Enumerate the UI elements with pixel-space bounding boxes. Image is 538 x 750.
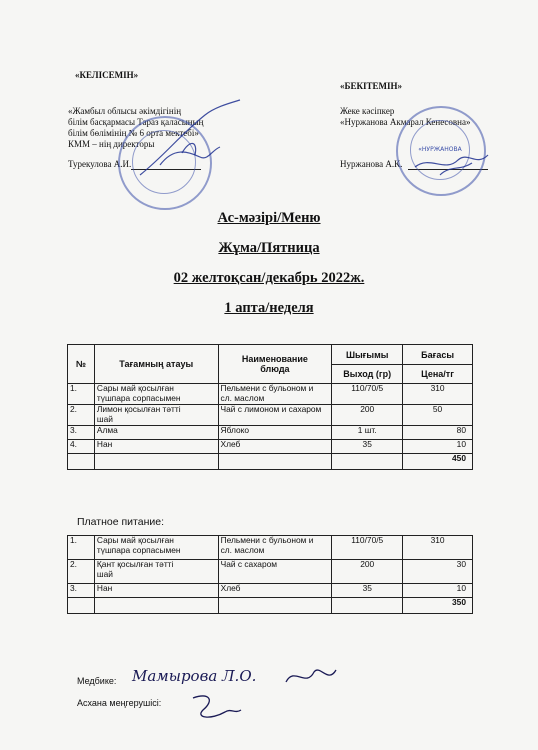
left-signature bbox=[120, 95, 250, 195]
row-name-kz: Алма bbox=[94, 426, 218, 440]
row-num: 4. bbox=[68, 440, 95, 454]
header-price-ru: Цена/тг bbox=[403, 365, 473, 384]
row-name-kz bbox=[94, 384, 218, 405]
row-name-kz: Нан bbox=[94, 440, 218, 454]
right-org-line-1: Жеке кәсіпкер bbox=[340, 106, 395, 116]
nurse-signature: Мамырова Л.О. bbox=[132, 667, 257, 685]
left-org-line-4: КММ – нің директоры bbox=[68, 139, 155, 149]
table2-total: 350 bbox=[403, 598, 473, 614]
row-price: 310 bbox=[403, 384, 473, 405]
row-yield: 110/70/5 bbox=[332, 384, 403, 405]
row-name-ru: Хлеб bbox=[218, 440, 332, 454]
total-row bbox=[68, 454, 473, 470]
paid-menu-table bbox=[67, 535, 473, 614]
table-row bbox=[68, 584, 473, 598]
row-price: 50 bbox=[403, 405, 473, 426]
total-row bbox=[68, 598, 473, 614]
row-name-kz-line-2: шай bbox=[96, 413, 113, 424]
table-row bbox=[68, 384, 473, 405]
left-org-line-2: білім басқармасы Тараз қаласының bbox=[68, 117, 204, 127]
row-name-ru-line-1: Пельмени с бульоном и bbox=[220, 383, 314, 393]
table-row bbox=[68, 536, 473, 560]
table-row bbox=[68, 440, 473, 454]
day-title: Жұма/Пятница bbox=[218, 240, 320, 256]
row-num: 1. bbox=[68, 384, 95, 405]
row-name-kz-line-2: түшпара сорпасымен bbox=[96, 392, 181, 403]
right-stamp-text: «НУРЖАНОВА bbox=[418, 146, 462, 153]
row-yield: 200 bbox=[332, 405, 403, 426]
header-yield-kz: Шығымы bbox=[332, 345, 403, 365]
row-name-kz-line-1: Қант қосылған тәтті bbox=[96, 559, 174, 569]
row-price: 80 bbox=[403, 426, 473, 440]
right-signature bbox=[410, 145, 500, 185]
menu-title: Ас-мәзірі/Меню bbox=[217, 210, 321, 226]
table-row bbox=[68, 560, 473, 584]
right-org-line-2: «Нуржанова Акмарал Кенесовна» bbox=[340, 117, 471, 127]
row-price: 10 bbox=[403, 584, 473, 598]
row-num: 3. bbox=[68, 584, 95, 598]
table-row bbox=[68, 426, 473, 440]
right-signer: Нуржанова А.К. bbox=[340, 159, 403, 169]
row-name-kz bbox=[94, 536, 218, 560]
right-heading: «БЕКІТЕМІН» bbox=[340, 81, 402, 91]
header-num: № bbox=[68, 345, 95, 384]
row-num: 3. bbox=[68, 426, 95, 440]
cook-signature bbox=[185, 690, 245, 724]
left-heading: «КЕЛІСЕМІН» bbox=[75, 70, 139, 80]
table-row bbox=[68, 405, 473, 426]
row-price: 30 bbox=[403, 560, 473, 584]
row-name-kz-line-1: Сары май қосылған bbox=[96, 535, 174, 545]
row-name-kz-line-2: шай bbox=[96, 568, 113, 579]
row-name-ru-line-1: Пельмени с бульоном и bbox=[220, 535, 314, 545]
row-price: 310 bbox=[403, 536, 473, 560]
row-yield: 35 bbox=[332, 584, 403, 598]
row-name-kz bbox=[94, 560, 218, 584]
left-org-line-1: «Жамбыл облысы әкімдігінің bbox=[68, 106, 182, 116]
row-yield: 200 bbox=[332, 560, 403, 584]
row-num: 2. bbox=[68, 405, 95, 426]
header-name-ru-line-1: Наименование bbox=[241, 354, 308, 364]
header-yield-ru: Выход (гр) bbox=[332, 365, 403, 384]
row-yield: 35 bbox=[332, 440, 403, 454]
row-name-kz-line-2: түшпара сорпасымен bbox=[96, 544, 181, 555]
header-name-ru-line-2: блюда bbox=[260, 364, 290, 374]
row-yield: 1 шт. bbox=[332, 426, 403, 440]
row-name-ru-line-2: сл. маслом bbox=[220, 392, 265, 403]
left-signer: Турекулова А.И. bbox=[68, 159, 132, 169]
row-name-kz-line-1: Лимон қосылған тәтті bbox=[96, 404, 181, 414]
header-price-kz: Бағасы bbox=[403, 345, 473, 365]
nurse-label: Медбике: bbox=[77, 676, 117, 686]
row-num: 1. bbox=[68, 536, 95, 560]
header-name-ru bbox=[218, 345, 332, 384]
row-name-kz-line-1: Сары май қосылған bbox=[96, 383, 174, 393]
row-name-ru: Чай с сахаром bbox=[218, 560, 332, 584]
date-title: 02 желтоқсан/декабрь 2022ж. bbox=[173, 270, 365, 286]
row-name-ru bbox=[218, 536, 332, 560]
row-num: 2. bbox=[68, 560, 95, 584]
week-title: 1 апта/неделя bbox=[224, 300, 314, 316]
row-price: 10 bbox=[403, 440, 473, 454]
menu-table bbox=[67, 344, 473, 470]
paid-section-label: Платное питание: bbox=[77, 516, 164, 528]
cook-label: Асхана меңгерушісі: bbox=[77, 698, 162, 708]
row-name-ru-line-2: сл. маслом bbox=[220, 544, 265, 555]
row-name-ru: Яблоко bbox=[218, 426, 332, 440]
header-name-kz: Тағамның атауы bbox=[94, 345, 218, 384]
row-name-ru: Хлеб bbox=[218, 584, 332, 598]
left-org-line-3: білім бөлімінің № 6 орта мектебі» bbox=[68, 128, 199, 138]
row-name-kz bbox=[94, 405, 218, 426]
row-name-kz: Нан bbox=[94, 584, 218, 598]
row-name-ru bbox=[218, 384, 332, 405]
nurse-signature-scribble bbox=[280, 662, 340, 692]
row-name-ru: Чай с лимоном и сахаром bbox=[218, 405, 332, 426]
table1-total: 450 bbox=[403, 454, 473, 470]
row-yield: 110/70/5 bbox=[332, 536, 403, 560]
